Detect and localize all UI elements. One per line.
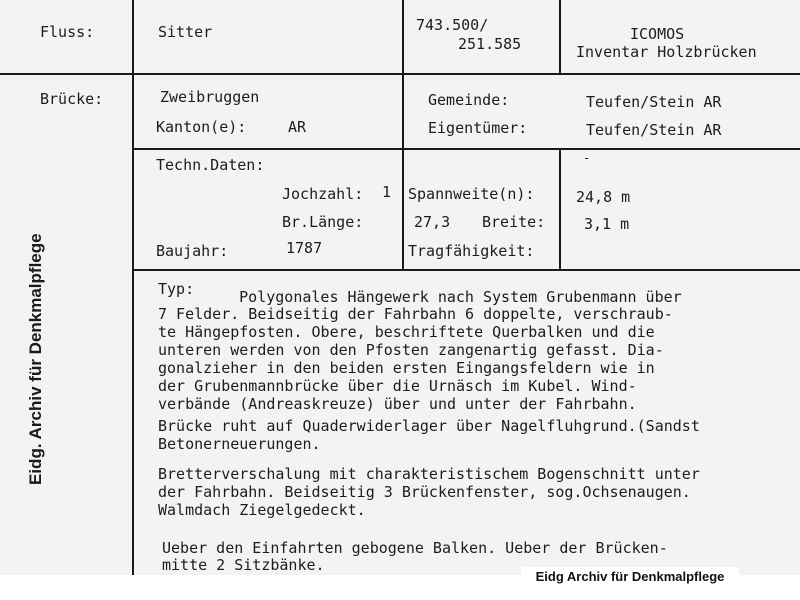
description-line: te Hängepfosten. Obere, beschriftete Querbalken und die [158, 323, 655, 341]
kanton-label: Kanton(e): [156, 118, 247, 136]
baujahr-label: Baujahr: [156, 242, 229, 260]
coordinates-line-2: 251.585 [458, 35, 522, 53]
bruecke-label: Brücke: [40, 90, 104, 108]
description-line: Betonerneuerungen. [158, 435, 321, 453]
tech-title: Techn.Daten: [156, 156, 265, 174]
header-bottom-rule [0, 73, 800, 75]
header-rule-a [402, 0, 404, 73]
paragraph-2-line: Walmdach Ziegelgedeckt. [158, 501, 366, 519]
description-line: unteren werden von den Pfosten zangenartig gefasst. Dia- [158, 341, 664, 359]
description-line: gonalzieher in den beiden ersten Eingangsfeldern wie in [158, 359, 655, 377]
description-line: Polygonales Hängewerk nach System Grubenmann über [194, 288, 682, 306]
paragraph-3-line: mitte 2 Sitzbänke. [162, 556, 325, 574]
paragraph-2-line: der Fahrbahn. Beidseitig 3 Brückenfenster, sog.Ochsenaugen. [158, 483, 691, 501]
laenge-value: 27,3 [414, 213, 451, 231]
breite-label: Breite: [482, 213, 546, 231]
org-title: ICOMOS [630, 25, 685, 43]
gemeinde-value: Teufen/Stein AR [586, 93, 722, 111]
description-line: 7 Felder. Beidseitig der Fahrbahn 6 doppelte, verschraub- [158, 305, 673, 323]
spannweite-value: 24,8 m [576, 188, 631, 206]
kanton-value: AR [288, 118, 307, 136]
dash-mark: - [583, 151, 591, 165]
description-line: der Grubenmannbrücke über die Urnäsch im Kubel. Wind- [158, 377, 637, 395]
archive-stamp: Eidg Archiv für Denkmalpflege [521, 567, 739, 587]
coordinates-line-1: 743.500/ [416, 16, 489, 34]
fluss-label: Fluss: [40, 23, 95, 41]
jochzahl-value: 1 [382, 183, 392, 201]
outer-left-rule [132, 0, 134, 575]
typ-label: Typ: [158, 280, 195, 298]
tech-rule-b [559, 148, 561, 270]
bridge-name: Zweibruggen [160, 88, 260, 106]
description-line: verbände (Andreaskreuze) über und unter der Fahrbahn. [158, 395, 637, 413]
spannweite-label: Spannweite(n): [408, 185, 535, 203]
tragfaehigkeit-label: Tragfähigkeit: [408, 242, 535, 260]
eigentuemer-value: Teufen/Stein AR [586, 121, 722, 139]
bridge-rule [402, 73, 404, 148]
description-line: Brücke ruht auf Quaderwiderlager über Nagelfluhgrund.(Sandst [158, 417, 700, 435]
eigentuemer-label: Eigentümer: [428, 119, 528, 137]
header-rule-b [559, 0, 561, 73]
org-subtitle: Inventar Holzbrücken [576, 43, 757, 61]
fluss-value: Sitter [158, 23, 213, 41]
tech-rule-a [402, 148, 404, 270]
archive-side-text: Eidg. Archiv für Denkmalpflege [26, 233, 45, 485]
jochzahl-label: Jochzahl: [282, 185, 364, 203]
paragraph-3-line: Ueber den Einfahrten gebogene Balken. Ueber der Brücken- [162, 539, 668, 557]
paragraph-2-line: Bretterverschalung mit charakteristischem Bogenschnitt unter [158, 465, 700, 483]
baujahr-value: 1787 [286, 239, 323, 257]
laenge-label: Br.Länge: [282, 213, 364, 231]
tech-bottom-rule [132, 269, 800, 271]
bridge-bottom-rule [132, 148, 800, 150]
gemeinde-label: Gemeinde: [428, 91, 510, 109]
breite-value: 3,1 m [584, 215, 630, 233]
